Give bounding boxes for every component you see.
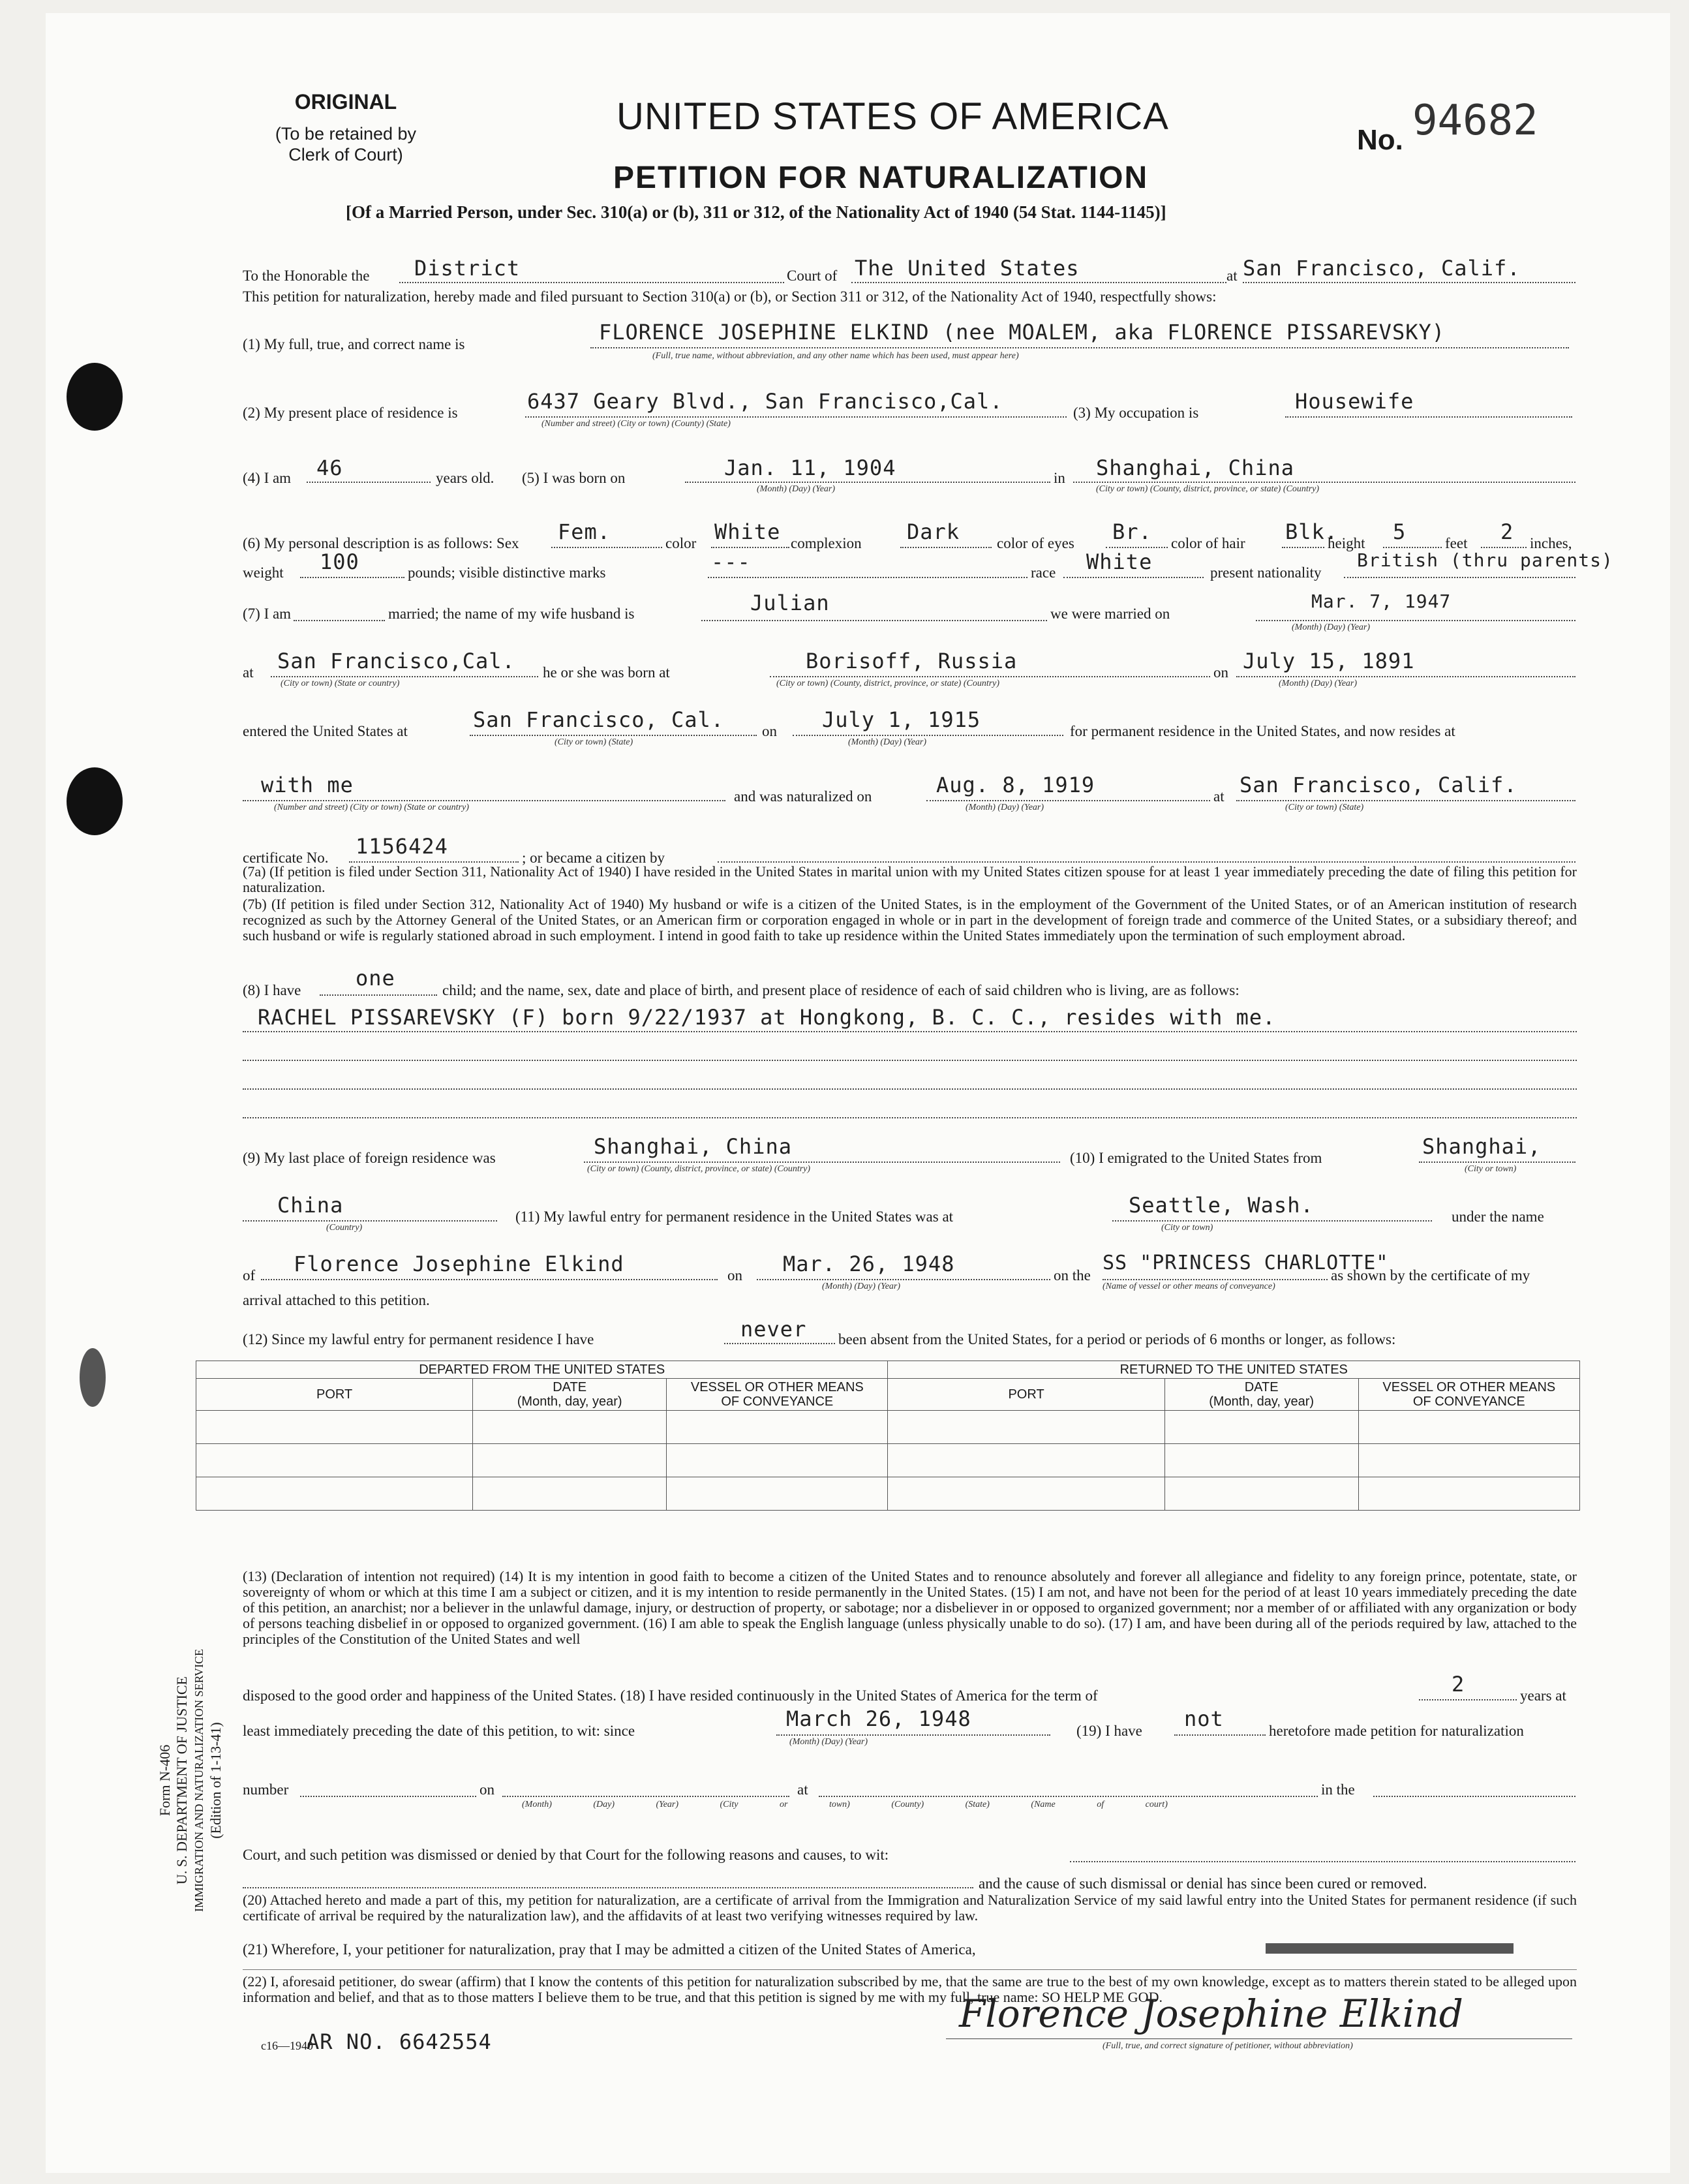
entered-label: entered the United States at bbox=[243, 723, 408, 739]
weight-label: weight bbox=[243, 564, 284, 581]
resided-since: March 26, 1948 bbox=[786, 1706, 971, 1731]
certificate-label: certificate No. bbox=[243, 850, 329, 866]
intro-text: This petition for naturalization, hereby made and filed pursuant to Section 310(a) or (b), or Section 311 or 312, of the Nationality Act of 1940, respectfully shows: bbox=[243, 288, 1217, 305]
vessel-name: SS "PRINCESS CHARLOTTE" bbox=[1103, 1252, 1389, 1274]
entry-place: Seattle, Wash. bbox=[1129, 1193, 1314, 1218]
occupation: Housewife bbox=[1295, 389, 1414, 414]
children-label: (8) I have bbox=[243, 982, 301, 998]
height-feet: 5 bbox=[1393, 519, 1407, 544]
punch-hole bbox=[80, 1348, 106, 1407]
in-label: in bbox=[1054, 470, 1065, 486]
on-the-label: on the bbox=[1054, 1267, 1091, 1284]
foreign-res-label: (9) My last place of foreign residence was bbox=[243, 1150, 496, 1166]
entry-place-note: (City or town) bbox=[1161, 1223, 1213, 1233]
complexion: Dark bbox=[907, 519, 960, 544]
permanent-label: for permanent residence in the United States, and now resides at bbox=[1070, 723, 1455, 739]
spouse-nat-date-note: (Month) (Day) (Year) bbox=[966, 803, 1044, 812]
married-at: San Francisco,Cal. bbox=[277, 649, 515, 673]
occupation-label: (3) My occupation is bbox=[1073, 405, 1199, 421]
age-label: (4) I am bbox=[243, 470, 292, 486]
in-the-label: in the bbox=[1321, 1781, 1355, 1798]
spouse-resides-note: (Number and street) (City or town) (State or country) bbox=[274, 803, 469, 812]
court-name: The United States bbox=[855, 256, 1080, 281]
marks: --- bbox=[711, 549, 751, 574]
emigrated-country: China bbox=[277, 1193, 344, 1218]
statute-line: [Of a Married Person, under Sec. 310(a) or (b), 311 or 312, of the Nationality Act of 1940 (54 Stat. 1144-1145)] bbox=[346, 202, 1166, 222]
p19-value: not bbox=[1184, 1706, 1224, 1731]
residence-label: (2) My present place of residence is bbox=[243, 405, 458, 421]
birth-date: Jan. 11, 1904 bbox=[724, 455, 896, 480]
absent-label-2: been absent from the United States, for a period or periods of 6 months or longer, as follows: bbox=[838, 1331, 1396, 1347]
name-label: (1) My full, true, and correct name is bbox=[243, 336, 465, 352]
race-label: race bbox=[1031, 564, 1056, 581]
entry-name: Florence Josephine Elkind bbox=[294, 1252, 624, 1276]
court-location: San Francisco, Calif. bbox=[1243, 256, 1521, 281]
spouse-on-label: on bbox=[1213, 664, 1228, 681]
name-note: (Full, true name, without abbreviation, and any other name which has been used, must appear here) bbox=[652, 351, 1019, 361]
foreign-residence: Shanghai, China bbox=[594, 1134, 792, 1159]
shown-label: as shown by the certificate of my bbox=[1331, 1267, 1530, 1284]
of-label: of bbox=[243, 1267, 256, 1284]
original-sub1: (To be retained by bbox=[275, 124, 417, 144]
form-subtitle: PETITION FOR NATURALIZATION bbox=[613, 161, 1149, 195]
hair: Blk. bbox=[1285, 519, 1339, 544]
married-on-label: we were married on bbox=[1050, 606, 1170, 622]
inches-label: inches, bbox=[1530, 535, 1572, 551]
pounds-label: pounds; visible distinctive marks bbox=[408, 564, 606, 581]
side-form-info bbox=[157, 1649, 224, 1912]
married-at-note: (City or town) (State or country) bbox=[281, 679, 400, 688]
feet-label: feet bbox=[1445, 535, 1468, 551]
court-label: Court, and such petition was dismissed or denied by that Court for the following reasons and causes, to wit: bbox=[243, 1847, 889, 1863]
spouse-birth-place: Borisoff, Russia bbox=[806, 649, 1018, 673]
p19-label-2: heretofore made petition for naturalization bbox=[1269, 1723, 1524, 1739]
original-sub2: Clerk of Court) bbox=[288, 145, 403, 164]
entry-on-label: on bbox=[727, 1267, 742, 1284]
children-count: one bbox=[356, 966, 395, 991]
spouse-nat-date: Aug. 8, 1919 bbox=[936, 773, 1095, 797]
child-entry: RACHEL PISSAREVSKY (F) born 9/22/1937 at Hongkong, B. C. C., resides with me. bbox=[258, 1005, 1276, 1030]
absent: never bbox=[740, 1317, 807, 1342]
dep-date-header: DATE (Month, day, year) bbox=[473, 1379, 667, 1411]
spouse-entry-place-note: (City or town) (State) bbox=[555, 737, 633, 747]
residence-note: (Number and street) (City or town) (County) (State) bbox=[541, 419, 731, 429]
no-label: No. bbox=[1357, 124, 1403, 156]
departed-header: DEPARTED FROM THE UNITED STATES bbox=[196, 1361, 888, 1379]
years-label: years at bbox=[1520, 1687, 1566, 1704]
prev-on-label: on bbox=[479, 1781, 495, 1798]
side-form-code: Form N-406 bbox=[157, 1744, 173, 1817]
he-born-label: he or she was born at bbox=[543, 664, 670, 681]
spouse-nat-place-note: (City or town) (State) bbox=[1285, 803, 1364, 812]
children-label-2: child; and the name, sex, date and place of birth, and present place of residence of each of said children who is living, are as follows: bbox=[442, 982, 1240, 998]
at-label: at bbox=[1226, 268, 1238, 284]
color-label: color bbox=[665, 535, 697, 551]
absence-table bbox=[196, 1361, 1580, 1511]
table-row bbox=[196, 1411, 1580, 1444]
table-row bbox=[196, 1477, 1580, 1511]
paragraph-7b: (7b) (If petition is filed under Section 312, Nationality Act of 1940) My husband or wife is a citizen of the United States, is in the employment of the Government of the United States, or of an American institution of research recognized as such by the Attorney General of the United States, or an American firm or corporation engaged in whole or in part in the development of foreign trade and commerce of the United States, or a subsidiary thereof; and such husband or wife is regularly stationed abroad in such employment. I intend in good faith to take up residence within the United States immediately upon the termination of such employment abroad. bbox=[243, 896, 1577, 944]
full-name: FLORENCE JOSEPHINE ELKIND (nee MOALEM, aka FLORENCE PISSAREVSKY) bbox=[599, 320, 1445, 345]
spouse-birth-date-note: (Month) (Day) (Year) bbox=[1279, 679, 1358, 688]
birth-place-note: (City or town) (County, district, province, or state) (Country) bbox=[1096, 484, 1320, 494]
spouse-nat-at-label: at bbox=[1213, 788, 1225, 805]
signature-note: (Full, true, and correct signature of petitioner, without abbreviation) bbox=[1103, 2041, 1353, 2051]
punch-hole bbox=[67, 767, 123, 835]
punch-hole bbox=[67, 363, 123, 431]
color: White bbox=[714, 519, 781, 544]
term-years: 2 bbox=[1452, 1672, 1465, 1697]
married-on: Mar. 7, 1947 bbox=[1311, 591, 1452, 612]
since-note: (Month) (Day) (Year) bbox=[789, 1737, 868, 1747]
number-notes: (Month) (Day) (Year) (City or town) (County) (State) (Name of court) bbox=[522, 1800, 1168, 1809]
spouse-entry-on-label: on bbox=[762, 723, 777, 739]
prev-at-label: at bbox=[797, 1781, 808, 1798]
desc-label: (6) My personal description is as follows: Sex bbox=[243, 535, 519, 551]
married-label: (7) I am bbox=[243, 606, 292, 622]
dep-vessel-header: VESSEL OR OTHER MEANS OF CONVEYANCE bbox=[667, 1379, 888, 1411]
became-label: ; or became a citizen by bbox=[522, 850, 665, 866]
paragraph-20: (20) Attached hereto and made a part of this, my petition for naturalization, are a certificate of arrival from the Immigration and Naturalization Service of my said lawful entry into the United States for permanent residence (if such certificate of arrival be required by the naturalization law), and the affidavits of at least two verifying witnesses required by law. bbox=[243, 1892, 1577, 1924]
absent-label: (12) Since my lawful entry for permanent residence I have bbox=[243, 1331, 594, 1347]
entry-label: (11) My lawful entry for permanent residence in the United States was at bbox=[515, 1208, 954, 1225]
complexion-label: complexion bbox=[791, 535, 862, 551]
divider bbox=[243, 1969, 1577, 1970]
race: White bbox=[1086, 549, 1153, 574]
court-prefix: To the Honorable the bbox=[243, 268, 370, 284]
spouse-name: Julian bbox=[750, 591, 830, 615]
paragraph-21: (21) Wherefore, I, your petitioner for naturalization, pray that I may be admitted a citizen of the United States of America, bbox=[243, 1941, 976, 1958]
emigrated-from-note: (City or town) bbox=[1465, 1164, 1517, 1174]
paragraph-13-17: (13) (Declaration of intention not required) (14) It is my intention in good faith to become a citizen of the United States and to renounce absolutely and forever all allegiance and fidelity to any foreign prince, potentate, state, or sovereignty of whom or which at this time I am a subject or citizen, and it is my intention to reside permanently in the United States. (15) I am not, and have not been for the period of at least 10 years immediately preceding the date of this petition, an anarchist; nor a believer in the unlawful damage, injury, or destruction of property, or sabotage; nor a disbeliever in or opposed to organized government; nor a member of or affiliated with any organization or body of persons teaching disbelief in or opposed to organized government. (16) I am able to speak the English language (unless physically unable to do so). (17) I am, and have been during all of the periods required by law, attached to the principles of the Constitution of the United States and well bbox=[243, 1568, 1577, 1647]
birth-place: Shanghai, China bbox=[1096, 455, 1294, 480]
original-label: ORIGINAL bbox=[294, 90, 397, 114]
height-inches: 2 bbox=[1500, 519, 1514, 544]
emigrated-from: Shanghai, bbox=[1422, 1134, 1542, 1159]
p17-end: disposed to the good order and happiness of the United States. (18) I have resided continuously in the United States of America for the term of bbox=[243, 1687, 1098, 1704]
nationality: British (thru parents) bbox=[1357, 549, 1613, 571]
petition-number: 94682 bbox=[1412, 97, 1538, 145]
court-of-label: Court of bbox=[787, 268, 838, 284]
married-label-2: married; the name of my wife husband is bbox=[388, 606, 635, 622]
cured-label: and the cause of such dismissal or denial has since been cured or removed. bbox=[979, 1875, 1427, 1892]
age: 46 bbox=[316, 455, 343, 480]
ar-number: AR NO. 6642554 bbox=[307, 2029, 492, 2054]
sex: Fem. bbox=[558, 519, 611, 544]
born-label: (5) I was born on bbox=[522, 470, 626, 486]
returned-header: RETURNED TO THE UNITED STATES bbox=[888, 1361, 1580, 1379]
spouse-nat-place: San Francisco, Calif. bbox=[1240, 773, 1517, 797]
side-service: IMMIGRATION AND NATURALIZATION SERVICE bbox=[192, 1648, 205, 1912]
under-name-label: under the name bbox=[1452, 1208, 1544, 1225]
spouse-entry-date-note: (Month) (Day) (Year) bbox=[848, 737, 927, 747]
ret-date-header: DATE (Month, day, year) bbox=[1164, 1379, 1358, 1411]
spouse-birth-date: July 15, 1891 bbox=[1243, 649, 1415, 673]
p19-label: (19) I have bbox=[1076, 1723, 1142, 1739]
vessel-note: (Name of vessel or other means of conveyance) bbox=[1103, 1282, 1275, 1291]
entry-date-note: (Month) (Day) (Year) bbox=[822, 1282, 901, 1291]
spouse-birth-place-note: (City or town) (County, district, province, or state) (Country) bbox=[776, 679, 1000, 688]
residence: 6437 Geary Blvd., San Francisco,Cal. bbox=[527, 389, 1003, 414]
paragraph-7a: (7a) (If petition is filed under Section 311, Nationality Act of 1940) I have resided in the United States in marital union with my United States citizen spouse for at least 1 year immediately preceding the date of filing this petition for naturalization. bbox=[243, 863, 1577, 895]
ret-vessel-header: VESSEL OR OTHER MEANS OF CONVEYANCE bbox=[1358, 1379, 1579, 1411]
eyes-label: color of eyes bbox=[997, 535, 1074, 551]
least-label: least immediately preceding the date of this petition, to wit: since bbox=[243, 1723, 635, 1739]
entry-date: Mar. 26, 1948 bbox=[783, 1252, 955, 1276]
emigrated-label: (10) I emigrated to the United States from bbox=[1070, 1150, 1322, 1166]
dep-port-header: PORT bbox=[196, 1379, 473, 1411]
court-type: District bbox=[414, 256, 521, 281]
spouse-entry-date: July 1, 1915 bbox=[822, 707, 981, 732]
height-label: height bbox=[1328, 535, 1365, 551]
side-edition: (Edition of 1-13-41) bbox=[207, 1722, 224, 1839]
number-label: number bbox=[243, 1781, 289, 1798]
married-on-note: (Month) (Day) (Year) bbox=[1292, 623, 1371, 632]
emigrated-country-note: (Country) bbox=[326, 1223, 363, 1233]
eyes: Br. bbox=[1112, 519, 1152, 544]
spouse-entry-place: San Francisco, Cal. bbox=[473, 707, 725, 732]
paragraph-22: (22) I, aforesaid petitioner, do swear (affirm) that I know the contents of this petition for naturalization subscribed by me, that the same are true to the best of my own knowledge, except as to matters therein stated to be alleged upon information and belief, and that as to those matters I believe them to be true, and that this petition is signed by me with my full, true name: SO HELP ME GOD. bbox=[243, 1973, 1577, 2005]
foreign-res-note: (City or town) (County, district, province, or state) (Country) bbox=[587, 1164, 811, 1174]
years-old-label: years old. bbox=[436, 470, 495, 486]
naturalized-label: and was naturalized on bbox=[734, 788, 872, 805]
table-row bbox=[196, 1444, 1580, 1477]
married-at-label: at bbox=[243, 664, 254, 681]
ret-port-header: PORT bbox=[888, 1379, 1164, 1411]
spouse-resides: with me bbox=[261, 773, 354, 797]
form-title: UNITED STATES OF AMERICA bbox=[616, 95, 1169, 138]
nationality-label: present nationality bbox=[1210, 564, 1322, 581]
signature: Florence Josephine Elkind bbox=[959, 1992, 1463, 2036]
certificate-number: 1156424 bbox=[356, 834, 448, 859]
form-code: c16—1940 bbox=[261, 2039, 313, 2052]
hair-label: color of hair bbox=[1171, 535, 1245, 551]
arrival-label: arrival attached to this petition. bbox=[243, 1292, 430, 1308]
side-department: U. S. DEPARTMENT OF JUSTICE bbox=[174, 1676, 190, 1884]
weight: 100 bbox=[320, 549, 359, 574]
birth-date-note: (Month) (Day) (Year) bbox=[757, 484, 836, 494]
struck-text bbox=[1266, 1943, 1514, 1954]
